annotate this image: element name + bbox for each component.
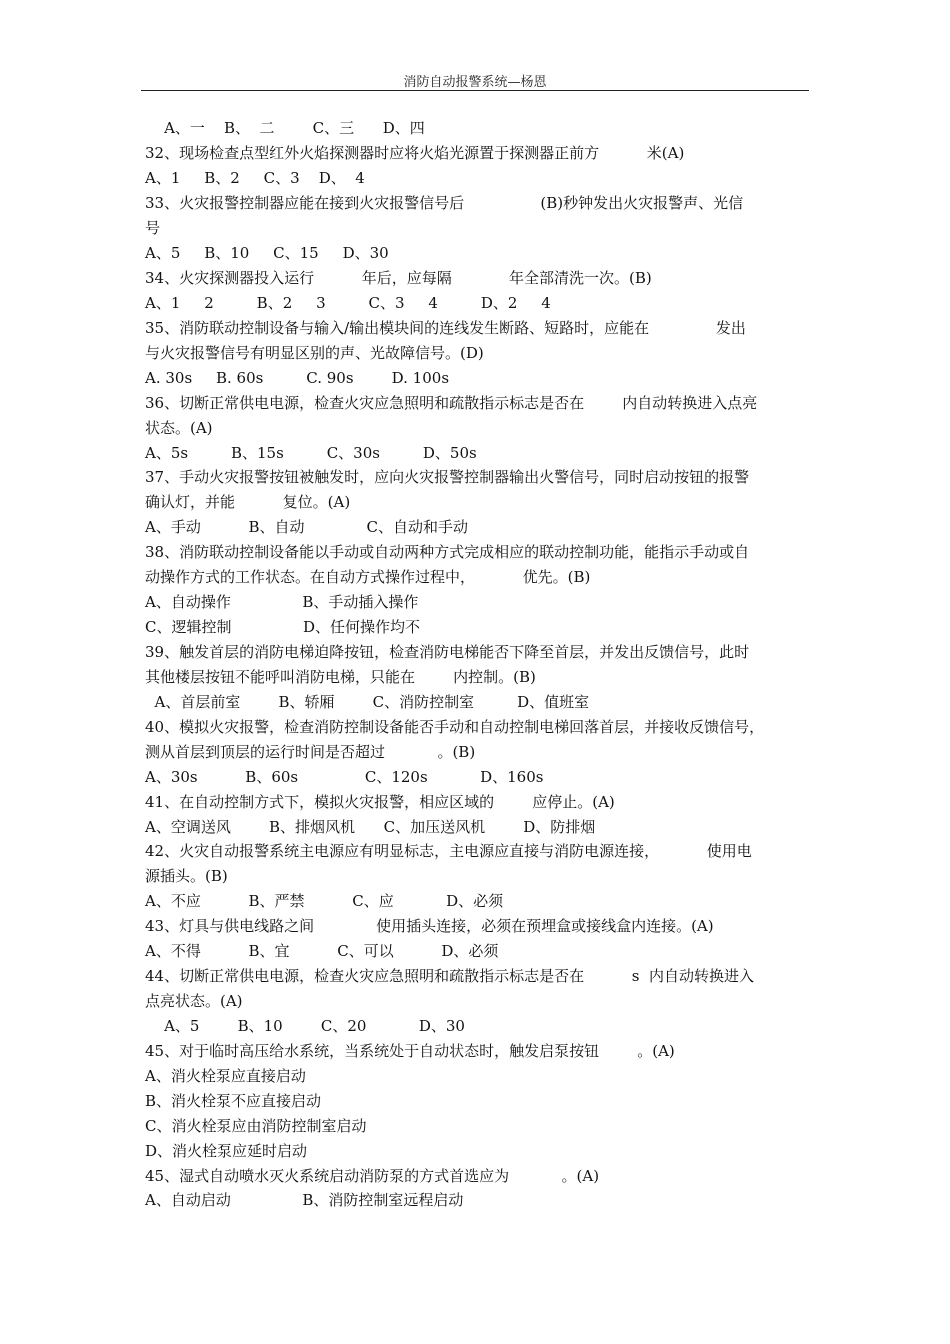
text-line: 动操作方式的工作状态。在自动方式操作过程中， 优先。(B) [145, 568, 591, 586]
text-line: D、消火栓泵应延时启动 [145, 1142, 308, 1160]
text-line: C、消火栓泵应由消防控制室启动 [145, 1117, 367, 1135]
text-line: A、30s B、60s C、120s D、160s [145, 768, 544, 786]
text-line: A、空调送风 B、排烟风机 C、加压送风机 D、防排烟 [145, 818, 596, 836]
text-line: C、逻辑控制 D、任何操作均不 [145, 618, 421, 636]
page-header [141, 66, 809, 91]
text-line: 32、现场检查点型红外火焰探测器时应将火焰光源置于探测器正前方 米(A) [145, 144, 685, 162]
text-line: A、自动操作 B、手动插入操作 [145, 593, 419, 611]
text-line: 43、灯具与供电线路之间 使用插头连接，必须在预埋盒或接线盒内连接。(A) [145, 917, 714, 935]
text-line: A、5 B、10 C、15 D、30 [145, 244, 389, 262]
text-line: 35、消防联动控制设备与输入/输出模块间的连线发生断路、短路时，应能在 发出 [145, 319, 746, 337]
text-line: 44、切断正常供电电源，检查火灾应急照明和疏散指示标志是否在 s 内自动转换进入 [145, 967, 755, 985]
text-line: 确认灯，并能 复位。(A) [145, 493, 351, 511]
text-line: 38、消防联动控制设备能以手动或自动两种方式完成相应的联动控制功能，能指示手动或自 [145, 543, 750, 561]
text-line: 33、火灾报警控制器应能在接到火灾报警信号后 (B)秒钟发出火灾报警声、光信 [145, 194, 744, 212]
text-line: 37、手动火灾报警按钮被触发时，应向火灾报警控制器输出火警信号，同时启动按钮的报警 [145, 468, 750, 486]
text-line: 源插头。(B) [145, 867, 228, 885]
text-line: 41、在自动控制方式下，模拟火灾报警，相应区域的 应停止。(A) [145, 793, 615, 811]
text-line: 与火灾报警信号有明显区别的声、光故障信号。(D) [145, 344, 484, 362]
text-line: A、一 B、 二 C、三 D、四 [145, 119, 425, 137]
text-line: 号 [145, 219, 161, 237]
text-line: A、1 2 B、2 3 C、3 4 D、2 4 [145, 294, 551, 312]
text-line: 40、模拟火灾报警，检查消防控制设备能否手动和自动控制电梯回落首层，并接收反馈信号， [145, 718, 765, 736]
text-line: 状态。(A) [145, 419, 213, 437]
text-line: A、1 B、2 C、3 D、 4 [145, 169, 365, 187]
header-title: 消防自动报警系统—杨恩 [403, 75, 547, 90]
text-line: 其他楼层按钮不能呼叫消防电梯，只能在 内控制。(B) [145, 668, 536, 686]
text-line: A、消火栓泵应直接启动 [145, 1067, 306, 1085]
text-line: 点亮状态。(A) [145, 992, 243, 1010]
text-line: 42、火灾自动报警系统主电源应有明显标志，主电源应直接与消防电源连接， 使用电 [145, 842, 752, 860]
text-line: 36、切断正常供电电源，检查火灾应急照明和疏散指示标志是否在 内自动转换进入点亮 [145, 394, 758, 412]
text-line: 34、火灾探测器投入运行 年后，应每隔 年全部清洗一次。(B) [145, 269, 652, 287]
text-line: A、不应 B、严禁 C、应 D、必须 [145, 892, 504, 910]
text-line: 39、触发首层的消防电梯迫降按钮，检查消防电梯能否下降至首层，并发出反馈信号，此时 [145, 643, 750, 661]
text-line: B、消火栓泵不应直接启动 [145, 1092, 322, 1110]
text-line: A、5s B、15s C、30s D、50s [145, 444, 477, 462]
text-line: A、5 B、10 C、20 D、30 [145, 1017, 465, 1035]
text-line: 测从首层到顶层的运行时间是否超过 。(B) [145, 743, 476, 761]
text-line: A、首层前室 B、轿厢 C、消防控制室 D、值班室 [145, 693, 590, 711]
text-line: A. 30s B. 60s C. 90s D. 100s [145, 369, 450, 387]
text-line: A、不得 B、宜 C、可以 D、必须 [145, 942, 499, 960]
text-line: 45、对于临时高压给水系统，当系统处于自动状态时，触发启泵按钮 。(A) [145, 1042, 675, 1060]
text-line: 45、湿式自动喷水灭火系统启动消防泵的方式首选应为 。(A) [145, 1167, 600, 1185]
text-line: A、手动 B、自动 C、自动和手动 [145, 518, 468, 536]
text-line: A、自动启动 B、消防控制室远程启动 [145, 1191, 464, 1209]
